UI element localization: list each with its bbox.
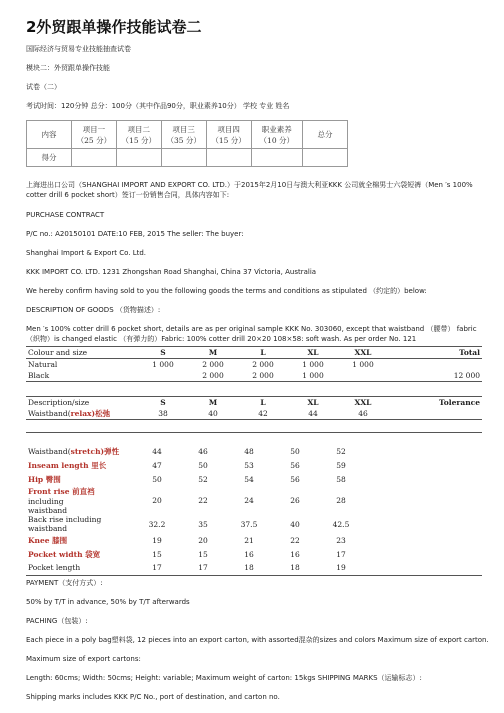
spec-label-en: Pocket length <box>28 563 81 573</box>
spec-value: 38 <box>158 409 168 418</box>
contract-heading: PURCHASE CONTRACT <box>26 211 105 219</box>
spec-tolerance <box>364 533 482 547</box>
payment-heading: PAYMENT（支付方式）: <box>26 579 103 587</box>
spec-label <box>26 533 134 547</box>
spec-value: 52 <box>336 446 346 456</box>
spec-value: 48 <box>244 446 254 456</box>
spec-value: 44 <box>152 446 162 456</box>
colour-cell: 12 000 <box>453 371 480 380</box>
spec-value: 20 <box>198 535 208 545</box>
spec-value: 19 <box>336 563 346 573</box>
spec-value: 56 <box>290 474 300 484</box>
spec-value: 46 <box>198 446 208 456</box>
score-cell[interactable] <box>71 149 116 167</box>
spec-tolerance <box>388 408 482 420</box>
colour-header: XL <box>307 348 319 357</box>
spec-value: 50 <box>290 446 300 456</box>
score-cell[interactable] <box>206 149 251 167</box>
spec-value: 26 <box>290 496 300 505</box>
spec-row <box>26 547 482 561</box>
colour-header: Total <box>459 348 480 357</box>
spec-value: 22 <box>290 535 300 545</box>
spec-label <box>26 486 134 515</box>
spec-value: 53 <box>244 460 254 470</box>
colour-cell: 2 000 <box>202 371 224 380</box>
score-header-cell: 项目三 （35 分） <box>161 121 206 149</box>
score-cell[interactable] <box>116 149 161 167</box>
spec-row <box>26 458 482 472</box>
spec-value: 35 <box>198 519 208 529</box>
spec-value: 18 <box>244 563 254 573</box>
spec-value: 17 <box>198 563 208 573</box>
spec-value: 40 <box>290 519 300 529</box>
colour-header: XXL <box>354 348 372 357</box>
score-cell[interactable] <box>251 149 302 167</box>
spec-row <box>26 486 482 515</box>
spec-value: 59 <box>336 460 346 470</box>
colour-cell: 2 000 <box>202 360 224 369</box>
meta-line-1: 国际经济与贸易专业技能抽查试卷 <box>26 45 131 53</box>
shipping-marks-line: Shipping marks includes KKK P/C No., port of destination, and carton no. <box>26 693 280 701</box>
score-header-cell: 项目四 （15 分） <box>206 121 251 149</box>
colour-cell: 1 000 <box>302 360 324 369</box>
spec-row <box>26 444 482 458</box>
spec-table <box>26 432 482 576</box>
score-cell[interactable] <box>303 149 348 167</box>
score-header-cell: 职业素养 （10 分） <box>251 121 302 149</box>
goods-description: Men ′s 100% cotter drill 6 pocket short, details are as per original sample KKK No. 303060, except that waistband （腰带） fabric （织物）is changed elastic （有弹力的）Fabric: 100% cotter drill 20×20 108×58: soft wash. As per order No. 121 <box>26 325 477 343</box>
spec-label-extra: waistband <box>28 506 68 515</box>
spec-label-red: Inseam length 里长 <box>28 460 107 470</box>
spec-value: 50 <box>152 474 162 484</box>
colour-size-table <box>26 346 482 382</box>
spec-tolerance <box>364 486 482 515</box>
size-header-cell: M <box>208 398 218 407</box>
size-header-cell: XXL <box>354 398 372 407</box>
meta-line-4: 考试时间：120分钟 总分：100分（其中作品90分，职业素养10分） 学校 专业 姓名 <box>26 102 290 110</box>
spec-label <box>26 547 134 561</box>
colour-cell: Black <box>28 371 50 380</box>
spec-value: 19 <box>152 535 162 545</box>
spec-value: 42 <box>258 409 268 418</box>
spec-value: 17 <box>336 549 346 559</box>
spec-value: 46 <box>358 409 368 418</box>
spec-row <box>26 561 482 575</box>
colour-cell: 2 000 <box>252 360 274 369</box>
colour-header: L <box>260 348 266 357</box>
spec-value: 40 <box>208 409 218 418</box>
colour-header: S <box>160 348 166 357</box>
spec-value: 58 <box>336 474 346 484</box>
spec-value: 20 <box>152 496 162 505</box>
pc-line: P/C no.: A20150101 DATE:10 FEB, 2015 The seller: The buyer: <box>26 230 244 238</box>
spec-tolerance <box>364 458 482 472</box>
score-header-cell: 项目二 （15 分） <box>116 121 161 149</box>
seller-line: Shanghai Import & Export Co. Ltd. <box>26 249 147 257</box>
spec-label-red: relax)松弛 <box>70 409 111 418</box>
spec-value: 18 <box>290 563 300 573</box>
spec-value: 44 <box>308 409 318 418</box>
spec-row <box>26 515 482 533</box>
size-header-table <box>26 396 482 420</box>
spec-label-en: Waistband( <box>28 409 71 418</box>
colour-cell: 1 000 <box>152 360 174 369</box>
spec-value: 24 <box>244 496 254 505</box>
spec-row <box>26 533 482 547</box>
spec-label-red: Pocket width 袋宽 <box>28 549 101 559</box>
spec-value: 16 <box>244 549 254 559</box>
buyer-line: KKK IMPORT CO. LTD. 1231 Zhongshan Road Shanghai, China 37 Victoria, Australia <box>26 268 317 276</box>
spec-value: 47 <box>152 460 162 470</box>
colour-header: M <box>208 348 218 357</box>
colour-cell: 1 000 <box>352 360 374 369</box>
size-header-cell: Tolerance <box>439 398 480 407</box>
spec-value: 15 <box>152 549 162 559</box>
colour-cell <box>138 370 188 382</box>
spec-tolerance <box>364 547 482 561</box>
size-header-cell: L <box>260 398 266 407</box>
spec-value: 42.5 <box>332 519 350 529</box>
spec-label <box>26 458 134 472</box>
spec-value: 56 <box>290 460 300 470</box>
spec-label-en: Waistband( <box>28 446 71 456</box>
score-table <box>26 120 348 167</box>
spec-label-en: including <box>28 497 64 506</box>
spec-value: 15 <box>198 549 208 559</box>
score-header-cell: 内容 <box>27 121 72 149</box>
colour-cell <box>338 370 388 382</box>
packing-heading: PACHING（包装）: <box>26 617 88 625</box>
spec-label <box>26 444 134 458</box>
score-cell[interactable] <box>161 149 206 167</box>
spec-label <box>26 561 134 575</box>
spec-value: 54 <box>244 474 254 484</box>
spec-label <box>26 408 138 420</box>
spec-label-red: Hip 臀围 <box>28 474 61 484</box>
spec-label <box>26 472 134 486</box>
description-heading: DESCRIPTION OF GOODS （货物描述）: <box>26 306 161 314</box>
spec-value: 52 <box>198 474 208 484</box>
document-title: 2外贸跟单操作技能试卷二 <box>26 18 202 36</box>
spec-tolerance <box>364 561 482 575</box>
spec-tolerance <box>364 472 482 486</box>
intro-paragraph: 上海进出口公司（SHANGHAI IMPORT AND EXPORT CO. LTD.）于2015年2月10日与澳大利亚KKK 公司就全棉男士六袋短裤（Men ′s 100% cotter drill 6 pocket short）签订一份销售合同，具体内容如下: <box>26 181 473 199</box>
spec-tolerance <box>364 515 482 533</box>
size-header-cell: XL <box>307 398 319 407</box>
meta-line-2: 模块二：外贸跟单操作技能 <box>26 64 110 72</box>
score-header-cell: 总分 <box>303 121 348 149</box>
meta-line-3: 试卷（二） <box>26 83 61 91</box>
score-header-cell: 项目一 （25 分） <box>71 121 116 149</box>
spec-label-red: Knee 膝围 <box>28 535 68 545</box>
spec-row <box>26 472 482 486</box>
colour-cell: 2 000 <box>252 371 274 380</box>
spec-value: 50 <box>198 460 208 470</box>
payment-terms: 50% by T/T in advance, 50% by T/T afterwards <box>26 598 190 606</box>
confirm-line: We hereby confirm having sold to you the following goods the terms and conditions as stipulated （约定的）below: <box>26 287 427 295</box>
spec-value: 32.2 <box>148 519 166 529</box>
colour-header: Colour and size <box>28 348 88 357</box>
spec-tolerance <box>364 444 482 458</box>
size-header-cell: S <box>160 398 166 407</box>
spec-label <box>26 515 134 533</box>
max-size-line: Maximum size of export cartons: <box>26 655 141 663</box>
spec-value: 28 <box>336 496 346 505</box>
spec-value: 16 <box>290 549 300 559</box>
spec-value: 37.5 <box>240 519 258 529</box>
spec-value: 23 <box>336 535 346 545</box>
size-header-cell: Description/size <box>28 398 90 407</box>
spec-label-red: stretch)弹性 <box>70 446 120 456</box>
colour-cell: 1 000 <box>302 371 324 380</box>
packing-detail: Each piece in a poly bag塑料袋, 12 pieces into an export carton, with assorted混杂的sizes and colors Maximum size of export carton. <box>26 636 489 644</box>
spec-value: 21 <box>244 535 254 545</box>
dimensions-line: Length: 60cms; Width: 50cms; Height: variable; Maximum weight of carton: 15kgs SHIPPING MARKS（运输标志）: <box>26 674 422 682</box>
score-row-label: 得分 <box>27 149 72 167</box>
colour-cell <box>388 359 482 371</box>
spec-label-en: Back rise including waistband <box>28 515 102 533</box>
colour-cell: Natural <box>28 360 58 369</box>
spec-value: 22 <box>198 496 208 505</box>
spec-label-red: Front rise 前直裆 <box>28 487 95 496</box>
spec-value: 17 <box>152 563 162 573</box>
